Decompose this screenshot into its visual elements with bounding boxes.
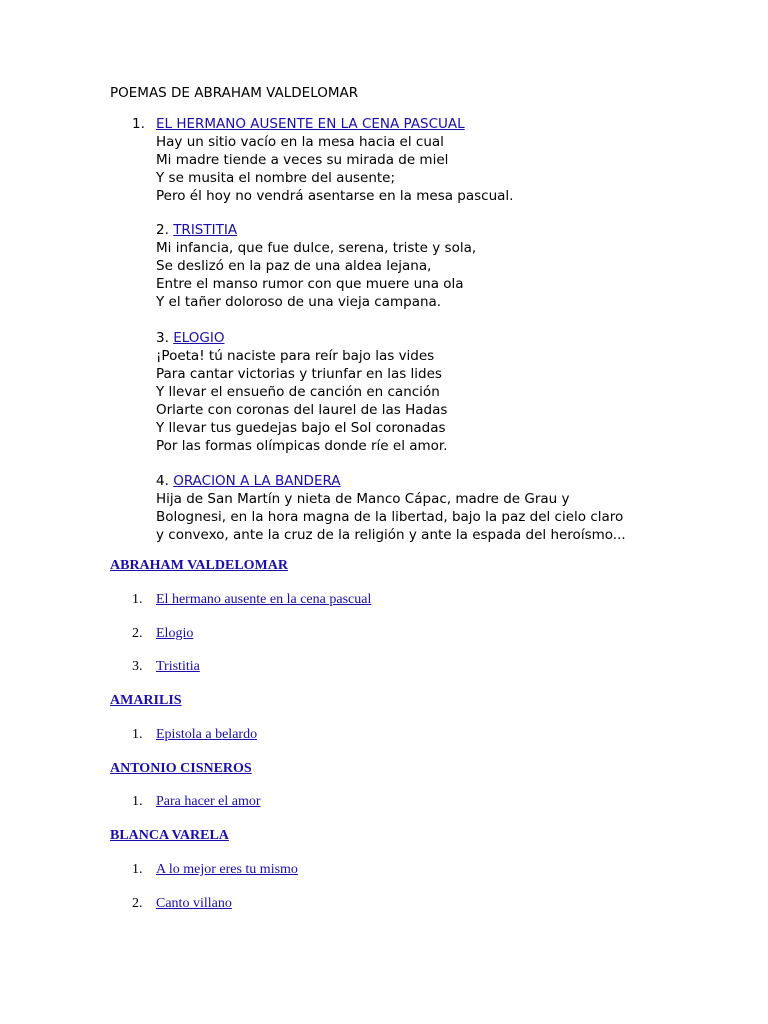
poem-line: Y se musita el nombre del ausente; xyxy=(156,170,396,186)
poem-line: Hija de San Martín y nieta de Manco Cápac, madre de Grau y xyxy=(156,491,570,507)
poem-3 xyxy=(156,329,448,455)
poem-line: Se deslizó en la paz de una aldea lejana, xyxy=(156,258,432,274)
list-item-link[interactable]: Para hacer el amor xyxy=(156,794,261,809)
section-heading-antonio-cisneros[interactable]: ANTONIO CISNEROS xyxy=(110,761,252,776)
list-item xyxy=(132,658,200,676)
list-item-number: 3. xyxy=(132,659,143,674)
poem-line: Pero él hoy no vendrá asentarse en la mesa pascual. xyxy=(156,188,514,204)
section-heading-abraham-valdelomar[interactable]: ABRAHAM VALDELOMAR xyxy=(110,558,288,573)
poem-line: ¡Poeta! tú naciste para reír bajo las vides xyxy=(156,348,435,364)
poem-number: 2. xyxy=(156,222,169,238)
poem-line: Y el tañer doloroso de una vieja campana. xyxy=(156,294,442,310)
poem-line: Orlarte con coronas del laurel de las Hadas xyxy=(156,402,448,418)
poem-line: Entre el manso rumor con que muere una ola xyxy=(156,276,464,292)
list-item-link[interactable]: A lo mejor eres tu mismo xyxy=(156,862,298,877)
poem-number: 1. xyxy=(132,116,145,132)
list-item xyxy=(132,861,298,879)
document-title: POEMAS DE ABRAHAM VALDELOMAR xyxy=(110,85,359,101)
section-heading-blanca-varela[interactable]: BLANCA VARELA xyxy=(110,828,229,843)
list-item-number: 1. xyxy=(132,862,143,877)
poem-title-link[interactable]: TRISTITIA xyxy=(173,222,238,238)
poem-line: Mi infancia, que fue dulce, serena, triste y sola, xyxy=(156,240,477,256)
list-item-link[interactable]: Tristitia xyxy=(156,659,200,674)
list-item-number: 1. xyxy=(132,592,143,607)
poem-heading-line xyxy=(156,472,626,490)
list-item-number: 2. xyxy=(132,896,143,911)
poem-1 xyxy=(132,115,514,205)
poem-title-link[interactable]: ORACION A LA BANDERA xyxy=(173,473,341,489)
poem-line: Y llevar el ensueño de canción en canción xyxy=(156,384,440,400)
poem-line: Mi madre tiende a veces su mirada de miel xyxy=(156,152,449,168)
list-item-link[interactable]: Elogio xyxy=(156,626,194,641)
list-item-link[interactable]: El hermano ausente en la cena pascual xyxy=(156,592,372,607)
poem-4 xyxy=(156,472,626,544)
list-item xyxy=(132,625,194,643)
poem-line: Hay un sitio vacío en la mesa hacia el cual xyxy=(156,134,444,150)
list-item-number: 2. xyxy=(132,626,143,641)
poem-title-link[interactable]: ELOGIO xyxy=(173,330,225,346)
poem-heading-line xyxy=(156,221,476,239)
poem-line: Para cantar victorias y triunfar en las lides xyxy=(156,366,442,382)
poem-title-link[interactable]: EL HERMANO AUSENTE EN LA CENA PASCUAL xyxy=(156,116,465,132)
poem-line: y convexo, ante la cruz de la religión y ante la espada del heroísmo... xyxy=(156,527,626,543)
poem-number: 4. xyxy=(156,473,169,489)
poem-number: 3. xyxy=(156,330,169,346)
poem-line: Y llevar tus guedejas bajo el Sol coronadas xyxy=(156,420,446,436)
list-item-link[interactable]: Epistola a belardo xyxy=(156,727,258,742)
list-item-number: 1. xyxy=(132,794,143,809)
list-item xyxy=(132,591,372,609)
list-item xyxy=(132,726,258,744)
list-item xyxy=(132,793,261,811)
list-item xyxy=(132,895,232,913)
poem-2 xyxy=(156,221,476,311)
section-heading-amarilis[interactable]: AMARILIS xyxy=(110,693,182,708)
poem-line: Bolognesi, en la hora magna de la libertad, bajo la paz del cielo claro xyxy=(156,509,624,525)
list-item-link[interactable]: Canto villano xyxy=(156,896,232,911)
poem-heading-line xyxy=(156,329,448,347)
list-item-number: 1. xyxy=(132,727,143,742)
poem-line: Por las formas olímpicas donde ríe el amor. xyxy=(156,438,448,454)
